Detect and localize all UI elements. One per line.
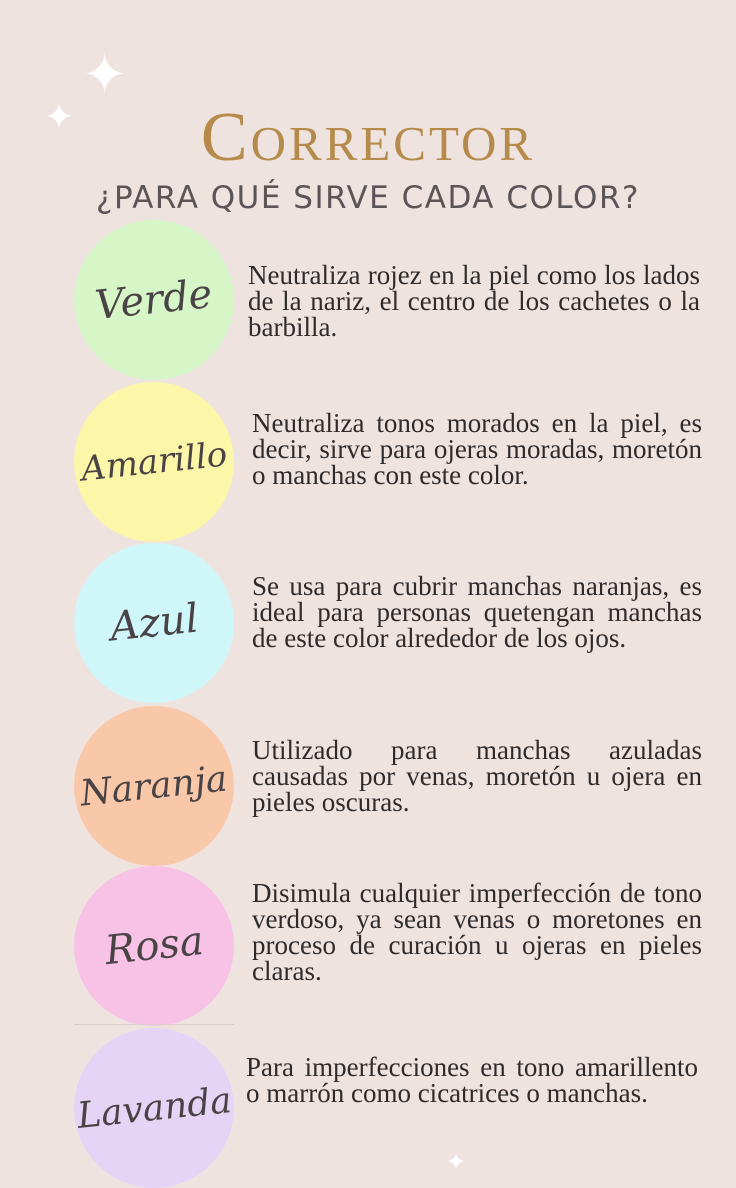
color-description: Neutraliza rojez en la piel como los lados de la nariz, el centro de los cachetes o la barbilla.: [248, 260, 700, 342]
color-description: Para imperfecciones en tono amarillento o marrón como cicatrices o manchas.: [246, 1052, 698, 1108]
sparkle-icon: ✦: [446, 1148, 467, 1176]
color-name: Lavanda: [74, 1079, 234, 1137]
color-description: Neutraliza tonos morados en la piel, es decir, sirve para ojeras moradas, moretón o manchas con este color.: [252, 408, 702, 490]
color-swatch-verde: [74, 220, 234, 380]
color-name: Verde: [93, 270, 215, 330]
color-description: Disimula cualquier imperfección de tono verdoso, ya sean venas o moretones en proceso de curación u ojeras en pieles claras.: [252, 878, 702, 986]
color-description: Se usa para cubrir manchas naranjas, es ideal para personas quetengan manchas de este color alrededor de los ojos.: [252, 571, 702, 653]
color-description: Utilizado para manchas azuladas causadas por venas, moretón u ojera en pieles oscuras.: [252, 735, 702, 817]
color-swatch-rosa: [74, 866, 234, 1026]
color-name: Amarillo: [79, 434, 229, 490]
divider: [74, 1024, 234, 1025]
sparkle-icon: ✦: [44, 97, 75, 138]
color-name: Naranja: [78, 757, 230, 815]
sparkle-icon: ✦: [82, 43, 128, 106]
color-swatch-lavanda: [74, 1028, 234, 1188]
color-swatch-amarillo: [74, 382, 234, 542]
color-swatch-azul: [74, 543, 234, 703]
color-name: Rosa: [102, 917, 206, 975]
color-swatch-naranja: [74, 706, 234, 866]
color-name: Azul: [107, 595, 201, 651]
page-subtitle: ¿PARA QUÉ SIRVE CADA COLOR?: [96, 180, 640, 216]
page-title: Corrector: [200, 99, 536, 176]
